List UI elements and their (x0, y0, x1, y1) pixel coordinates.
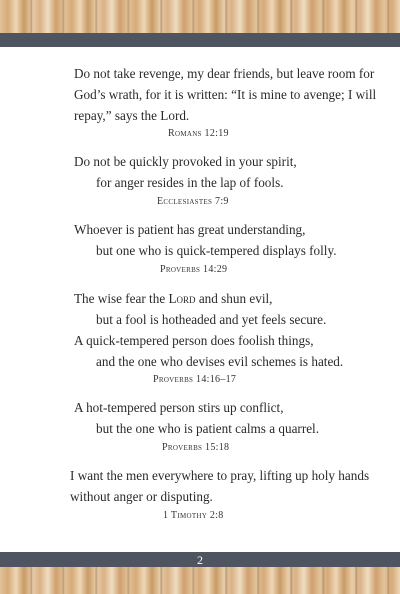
passage-6-reference: 1 Timothy 2:8 (163, 510, 224, 521)
passage-6-line-1: I want the men everywhere to pray, lifting up holy hands (70, 468, 370, 483)
wood-header-decoration (0, 0, 400, 33)
passage-5-line-2: but the one who is patient calms a quarrel. (96, 421, 320, 436)
passage-3-line-2: but one who is quick-tempered displays folly. (96, 243, 337, 258)
passage-5-line-1: A hot-tempered person stirs up conflict, (74, 400, 284, 415)
passage-2-line-1: Do not be quickly provoked in your spirit, (74, 154, 297, 169)
passage-1-line-1: Do not take revenge, my dear friends, but leave room for (74, 66, 375, 81)
passage-3-reference: Proverbs 14:29 (160, 264, 228, 275)
passage-4-line-4: and the one who devises evil schemes is hated. (96, 354, 344, 369)
passage-4-line-1-end: and shun evil, (195, 291, 273, 306)
passage-4-reference: Proverbs 14:16–17 (153, 374, 237, 385)
passage-6-line-2: without anger or disputing. (70, 489, 213, 504)
passage-5-reference: Proverbs 15:18 (162, 442, 230, 453)
passage-4-line-1 (74, 291, 272, 307)
passage-4-line-1-start: The wise fear the (74, 291, 169, 306)
passage-4-line-3: A quick-tempered person does foolish things, (74, 333, 314, 348)
passage-4-line-1-lord: Lord (168, 291, 196, 306)
header-band (0, 33, 400, 47)
passage-3-line-1: Whoever is patient has great understanding, (74, 222, 306, 237)
page-number: 2 (197, 553, 203, 567)
wood-footer-decoration (0, 567, 400, 594)
passage-2-line-2: for anger resides in the lap of fools. (96, 175, 284, 190)
passage-2-reference: Ecclesiastes 7:9 (157, 196, 229, 207)
passage-4-line-2: but a fool is hotheaded and yet feels secure. (96, 312, 327, 327)
passage-1-line-2: God’s wrath, for it is written: “It is mine to avenge; I will (74, 87, 377, 102)
passage-1-reference: Romans 12:19 (168, 128, 229, 139)
passage-1-line-3: repay,” says the Lord. (74, 108, 190, 123)
